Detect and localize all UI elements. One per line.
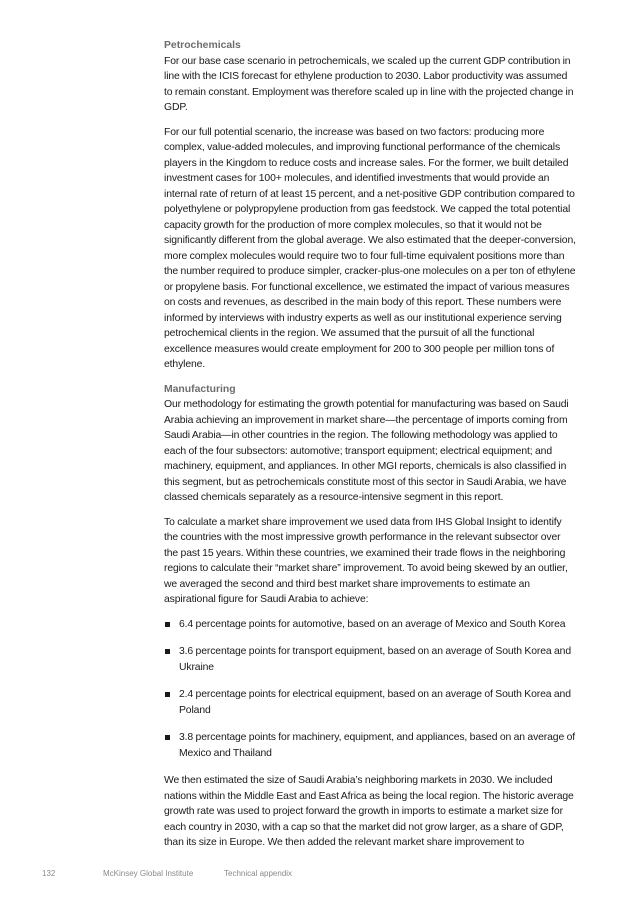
- page-footer: [0, 868, 636, 880]
- paragraph: Our methodology for estimating the growth potential for manufacturing was based on Saudi Arabia achieving an improvement in market share—the percentage of imports coming from Saudi Arabia—in other countries in the region. The following methodology was applied to each of the four subsectors: automotive; transport equipment; electrical equipment; and machinery, equipment, and appliances. In other MGI reports, chemicals is also classified in this segment, but as petrochemicals constitute most of this sector in Saudi Arabia, we have classed chemicals separately as a resource-intensive segment in this report.: [164, 399, 569, 503]
- list-item: [164, 730, 576, 761]
- publisher-name: McKinsey Global Institute: [103, 869, 194, 878]
- list-item-text: 6.4 percentage points for automotive, based on an average of Mexico and South Korea: [179, 618, 566, 630]
- page-content: [164, 38, 576, 860]
- paragraph: For our base case scenario in petrochemicals, we scaled up the current GDP contribution in line with the ICIS forecast for ethylene production to 2030. Labor productivity was assumed to remain constant. Employment was therefore scaled up in line with the projected change in GDP.: [164, 55, 574, 113]
- square-bullet-icon: [165, 622, 170, 627]
- page-number: 132: [42, 869, 56, 878]
- list-item: [164, 617, 576, 633]
- paragraph: To calculate a market share improvement we used data from IHS Global Insight to identify the countries with the most impressive growth performance in the relevant subsector over the past 15 years. Within these countries, we examined their trade flows in the neighboring regions to calculate their “market share” improvement. To avoid being skewed by an outlier, we averaged the second and third best market share improvements to estimate an aspirational figure for Saudi Arabia to achieve:: [164, 516, 568, 605]
- section-heading-petrochemicals: Petrochemicals: [164, 40, 241, 51]
- section-heading-manufacturing: Manufacturing: [164, 383, 236, 395]
- list-item: [164, 644, 576, 675]
- paragraph: For our full potential scenario, the increase was based on two factors: producing more complex, value-added molecules, and improving functional performance of the chemicals players in the Kingdom to reduce costs and increase sales. For the former, we built detailed investment cases for 100+ molecules, and identified investments that would provide an internal rate of return of at least 15 percent, and a net-positive GDP contribution compared to polyethylene or polypropylene production from gas feedstock. We capped the total potential capacity growth for the production of more complex molecules, so that it would not be significantly different from the global average. We also estimated that the deeper-conversion, more complex molecules would require two to four full-time equivalent positions more than the number required to produce simpler, cracker-plus-one molecules on a per ton of ethylene or propylene basis. For functional excellence, we estimated the impact of various measures on costs and revenues, as described in the main body of this report. These numbers were informed by interviews with industry experts as well as our institutional experience serving petrochemical clients in the region. We assumed that the pursuit of all the functional excellence measures would create employment for 200 to 300 people per million tons of ethylene.: [164, 126, 576, 370]
- list-item-text: 2.4 percentage points for electrical equipment, based on an average of South Korea and Poland: [179, 689, 571, 716]
- list-item: [164, 687, 576, 718]
- list-item-text: 3.8 percentage points for machinery, equipment, and appliances, based on an average of Mexico and Thailand: [179, 732, 576, 759]
- section-name: Technical appendix: [224, 869, 293, 878]
- square-bullet-icon: [165, 649, 170, 654]
- square-bullet-icon: [165, 735, 170, 740]
- square-bullet-icon: [165, 692, 170, 697]
- bullet-list: [164, 617, 576, 762]
- paragraph: We then estimated the size of Saudi Arabia’s neighboring markets in 2030. We included nations within the Middle East and East Africa as being the local region. The historic average growth rate was used to project forward the growth in imports to estimate a market size for each country in 2030, with a cap so that the market did not grow larger, as a share of GDP, than its size in Europe. We then added the relevant market share improvement to: [164, 775, 574, 848]
- list-item-text: 3.6 percentage points for transport equipment, based on an average of South Korea and Ukraine: [179, 646, 571, 673]
